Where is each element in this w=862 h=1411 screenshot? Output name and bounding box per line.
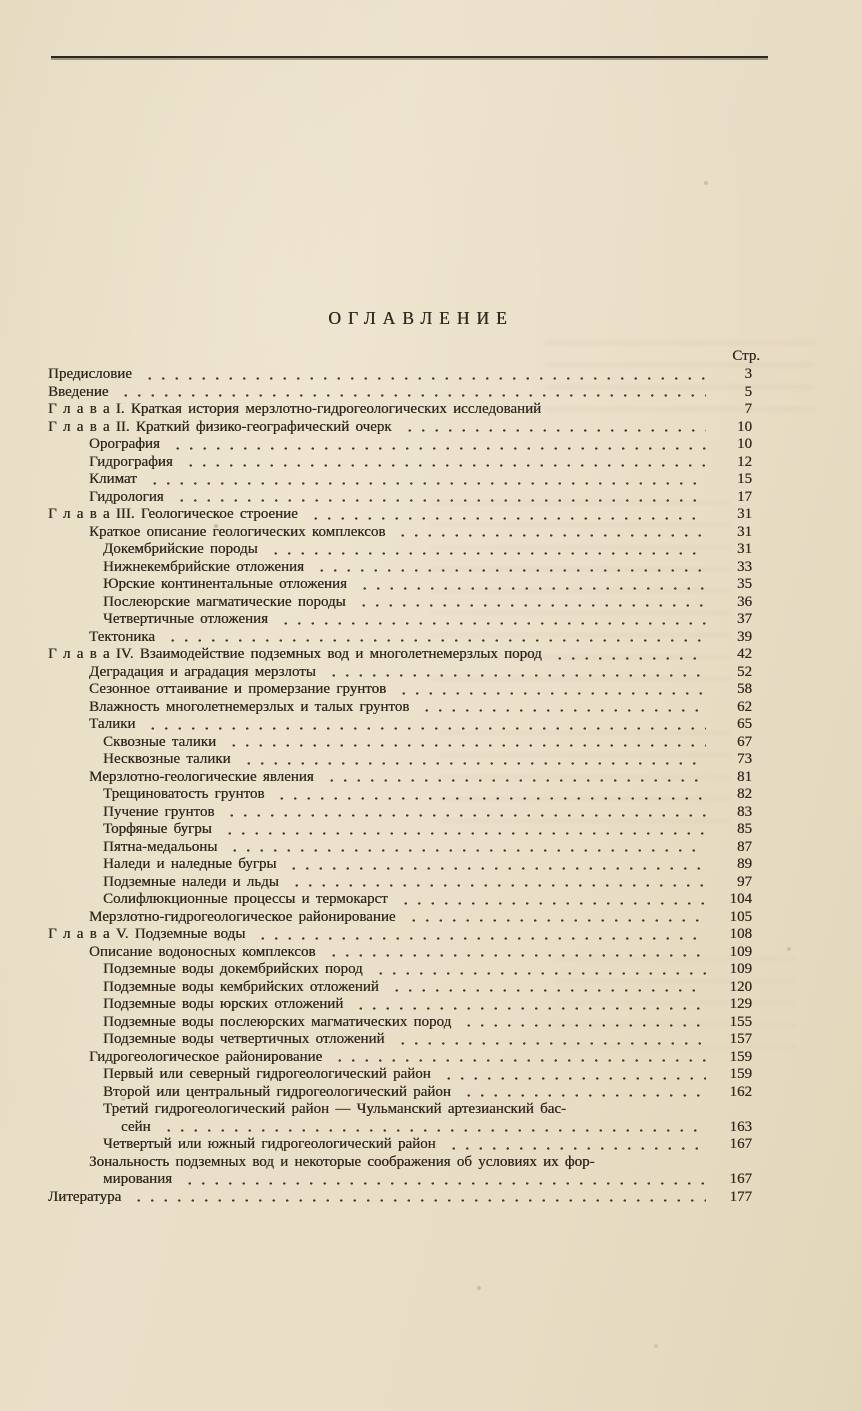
toc-entry-page: 83 [737, 803, 752, 820]
toc-row [48, 1066, 768, 1084]
toc-entry-text: Талики [89, 716, 136, 732]
toc-entry-page: 109 [729, 961, 752, 977]
toc-entry-page: 52 [737, 663, 752, 680]
toc-row [48, 454, 768, 472]
toc-entry-page: 159 [729, 1048, 752, 1065]
dot-leader [144, 716, 706, 734]
toc-row [48, 839, 768, 857]
toc-entry-page: 73 [737, 751, 752, 767]
dot-leader [395, 681, 706, 699]
toc-row [48, 1119, 768, 1137]
dot-leader [181, 1171, 706, 1189]
toc-entry-text: Г л а в а V. Подземные воды [48, 926, 246, 942]
toc-entry-text: Орография [89, 436, 160, 452]
dot-leader [460, 1014, 706, 1032]
toc-row [48, 664, 768, 682]
toc-entry-page: 87 [737, 838, 752, 855]
toc-entry-page: 167 [729, 1171, 752, 1187]
dot-leader [130, 1189, 706, 1207]
toc-row [48, 541, 768, 559]
toc-entry-page: 97 [737, 873, 752, 890]
toc-entry-text: Четвертичные отложения [103, 611, 268, 627]
toc-entry-text: Подземные воды кембрийских отложений [103, 978, 379, 995]
toc-entry-text: сейн [121, 1118, 151, 1135]
toc-entry-text: Юрские континентальные отложения [103, 576, 347, 592]
toc-entry-page: 36 [737, 593, 752, 610]
toc-row [48, 716, 768, 734]
toc-row [48, 1014, 768, 1032]
toc-entry-page: 85 [737, 821, 752, 837]
toc-entry-page: 3 [744, 366, 752, 382]
toc-entry-text: Климат [89, 471, 137, 487]
toc-entry-text: Введение [48, 383, 109, 400]
toc-row [48, 1084, 768, 1102]
dot-leader [372, 961, 706, 979]
toc-row [48, 559, 768, 577]
dot-leader [323, 769, 706, 787]
dot-leader [225, 734, 706, 752]
dot-leader [325, 944, 707, 962]
toc-row [48, 384, 768, 402]
toc-entry-page: 35 [737, 576, 752, 592]
toc-entry-page: 163 [729, 1118, 752, 1135]
toc-entry-text: Краткое описание геологических комплексов [89, 523, 386, 540]
toc-entry-text: Гидрогеологическое районирование [89, 1048, 323, 1065]
toc-entry-text: Трещиноватость грунтов [103, 786, 265, 802]
dot-leader [267, 541, 706, 559]
toc-entry-text: Г л а в а II. Краткий физико-географический очерк [48, 418, 392, 435]
toc-entry-text: Подземные воды четвертичных отложений [103, 1031, 385, 1047]
dot-leader [117, 384, 706, 402]
toc-entry-text: Второй или центральный гидрогеологический район [103, 1083, 451, 1100]
dot-leader [388, 979, 706, 997]
dot-leader [240, 751, 706, 769]
toc-entry-page: 10 [737, 436, 752, 452]
dot-leader [394, 524, 706, 542]
toc-row [48, 594, 768, 612]
dot-leader [460, 1084, 706, 1102]
toc-entry-text: Докембрийские породы [103, 541, 258, 557]
dot-leader [405, 909, 706, 927]
dot-leader [288, 874, 706, 892]
toc-entry-page: 17 [737, 488, 752, 505]
toc-entry-page: 33 [737, 558, 752, 575]
dot-leader [169, 436, 706, 454]
dot-leader [445, 1136, 706, 1154]
toc-row [48, 734, 768, 752]
toc-entry-text: Гидрография [89, 453, 173, 470]
toc-row [48, 419, 768, 437]
toc-entry-page: 10 [737, 418, 752, 435]
dot-leader [313, 559, 706, 577]
dot-leader [352, 996, 706, 1014]
toc-entry-page: 105 [729, 908, 752, 925]
toc-row [48, 1031, 768, 1049]
dot-leader [394, 1031, 706, 1049]
toc-entry-text: Четвертый или южный гидрогеологический район [103, 1136, 436, 1152]
page-title: ОГЛАВЛЕНИЕ [328, 308, 514, 328]
dot-leader [164, 629, 706, 647]
dot-leader [173, 489, 706, 507]
toc-row [48, 506, 768, 524]
toc-entry-text: Гидрология [89, 488, 164, 505]
toc-row [48, 1101, 768, 1119]
toc-entry-text: Третий гидрогеологический район — Чульманский артезианский бас- [103, 1101, 566, 1117]
toc-entry-text: Г л а в а III. Геологическое строение [48, 506, 298, 522]
dot-leader [418, 699, 706, 717]
toc-row [48, 926, 768, 944]
toc-entry-text: Наледи и наледные бугры [103, 856, 277, 872]
toc-row [48, 471, 768, 489]
toc-entry-page: 109 [729, 943, 752, 960]
toc-entry-text: Пятна-медальоны [103, 838, 218, 855]
toc-row [48, 769, 768, 787]
toc-entry-text: Торфяные бугры [103, 821, 212, 837]
toc-entry-text: мирования [103, 1171, 173, 1187]
dot-leader [223, 804, 706, 822]
page-column-header: Стр. [732, 348, 760, 364]
toc-entry-page: 162 [729, 1083, 752, 1100]
toc-entry-text: Несквозные талики [103, 751, 231, 767]
toc-row [48, 629, 768, 647]
toc-entry-page: 120 [729, 978, 752, 995]
paper-specks [0, 0, 2, 2]
toc-entry-page: 155 [729, 1013, 752, 1030]
toc-entry-text: Мерзлотно-геологические явления [89, 768, 314, 785]
toc-entry-text: Солифлюкционные процессы и термокарст [103, 891, 388, 907]
toc-entry-page: 129 [729, 996, 752, 1012]
toc-row [48, 979, 768, 997]
toc-list [48, 366, 768, 1206]
toc-entry-page: 31 [737, 506, 752, 522]
toc-entry-text: Зональность подземных вод и некоторые соображения об условиях их фор- [89, 1153, 595, 1170]
toc-row [48, 576, 768, 594]
toc-entry-text: Предисловие [48, 366, 132, 382]
dot-leader [401, 419, 706, 437]
toc-row [48, 699, 768, 717]
toc-row [48, 996, 768, 1014]
toc-entry-text: Подземные воды докембрийских пород [103, 961, 363, 977]
toc-entry-text: Деградация и аградация мерзлоты [89, 663, 316, 680]
toc-entry-page: 82 [737, 786, 752, 802]
toc-entry-text: Послеюрские магматические породы [103, 593, 346, 610]
dot-leader [160, 1119, 706, 1137]
dot-leader [182, 454, 706, 472]
toc-entry-text: Сквозные талики [103, 733, 217, 750]
dot-leader [355, 594, 706, 612]
toc-row [48, 944, 768, 962]
toc-row [48, 751, 768, 769]
toc-entry-text: Нижнекембрийские отложения [103, 558, 304, 575]
toc-entry-page: 177 [729, 1188, 752, 1205]
dot-leader [221, 821, 706, 839]
toc-entry-text: Первый или северный гидрогеологический район [103, 1066, 431, 1082]
toc-row [48, 874, 768, 892]
dot-leader [146, 471, 706, 489]
dot-leader [141, 366, 706, 384]
dot-leader [331, 1049, 706, 1067]
dot-leader [285, 856, 706, 874]
toc-entry-text: Тектоника [89, 628, 155, 645]
dot-leader [551, 646, 706, 664]
toc-entry-page: 58 [737, 681, 752, 697]
toc-entry-text: Описание водоносных комплексов [89, 943, 316, 960]
toc-row [48, 891, 768, 909]
toc-entry-page: 62 [737, 698, 752, 715]
toc-row [48, 436, 768, 454]
toc-entry-page: 89 [737, 856, 752, 872]
toc-row [48, 401, 768, 419]
toc-row [48, 1171, 768, 1189]
toc-entry-page: 81 [737, 768, 752, 785]
dot-leader [397, 891, 706, 909]
toc-row [48, 681, 768, 699]
toc-row [48, 856, 768, 874]
toc-entry-page: 67 [737, 733, 752, 750]
toc-entry-text: Подземные наледи и льды [103, 873, 279, 890]
toc-row [48, 1189, 768, 1207]
toc-entry-page: 42 [737, 646, 752, 662]
toc-row [48, 366, 768, 384]
dot-leader [273, 786, 706, 804]
dot-leader [254, 926, 706, 944]
toc-row [48, 821, 768, 839]
toc-entry-text: Подземные воды юрских отложений [103, 996, 344, 1012]
toc-entry-page: 108 [729, 926, 752, 942]
toc-entry-page: 157 [729, 1031, 752, 1047]
toc-row [48, 1154, 768, 1172]
toc-row [48, 804, 768, 822]
dot-leader [356, 576, 706, 594]
toc-entry-page: 65 [737, 716, 752, 732]
toc-entry-text: Влажность многолетнемерзлых и талых грунтов [89, 698, 410, 715]
toc-entry-text: Г л а в а I. Краткая история мерзлотно-гидрогеологических исследований [48, 401, 542, 417]
toc-entry-page: 5 [744, 383, 752, 400]
toc-entry-text: Подземные воды послеюрских магматических пород [103, 1013, 452, 1030]
toc-entry-page: 15 [737, 471, 752, 487]
dot-leader [307, 506, 706, 524]
toc-row [48, 646, 768, 664]
toc-entry-page: 167 [729, 1136, 752, 1152]
toc-entry-page: 7 [744, 401, 752, 417]
toc-row [48, 524, 768, 542]
toc-row [48, 786, 768, 804]
toc-entry-page: 31 [737, 523, 752, 540]
dot-leader [440, 1066, 706, 1084]
toc-entry-page: 12 [737, 453, 752, 470]
toc-entry-page: 39 [737, 628, 752, 645]
toc-entry-page: 159 [729, 1066, 752, 1082]
toc-entry-text: Мерзлотно-гидрогеологическое районирование [89, 908, 396, 925]
header-rule [51, 56, 768, 58]
toc-entry-page: 104 [729, 891, 752, 907]
toc-entry-text: Сезонное оттаивание и промерзание грунтов [89, 681, 387, 697]
toc-row [48, 489, 768, 507]
toc-entry-page: 31 [737, 541, 752, 557]
toc-entry-page: 37 [737, 611, 752, 627]
toc-entry-text: Пучение грунтов [103, 803, 215, 820]
toc-entry-text: Литература [48, 1188, 122, 1205]
dot-leader [325, 664, 706, 682]
dot-leader [226, 839, 706, 857]
toc-row [48, 1136, 768, 1154]
toc-row [48, 961, 768, 979]
dot-leader [277, 611, 706, 629]
toc-row [48, 611, 768, 629]
toc-entry-text: Г л а в а IV. Взаимодействие подземных вод и многолетнемерзлых пород [48, 646, 542, 662]
toc-row [48, 909, 768, 927]
toc-row [48, 1049, 768, 1067]
